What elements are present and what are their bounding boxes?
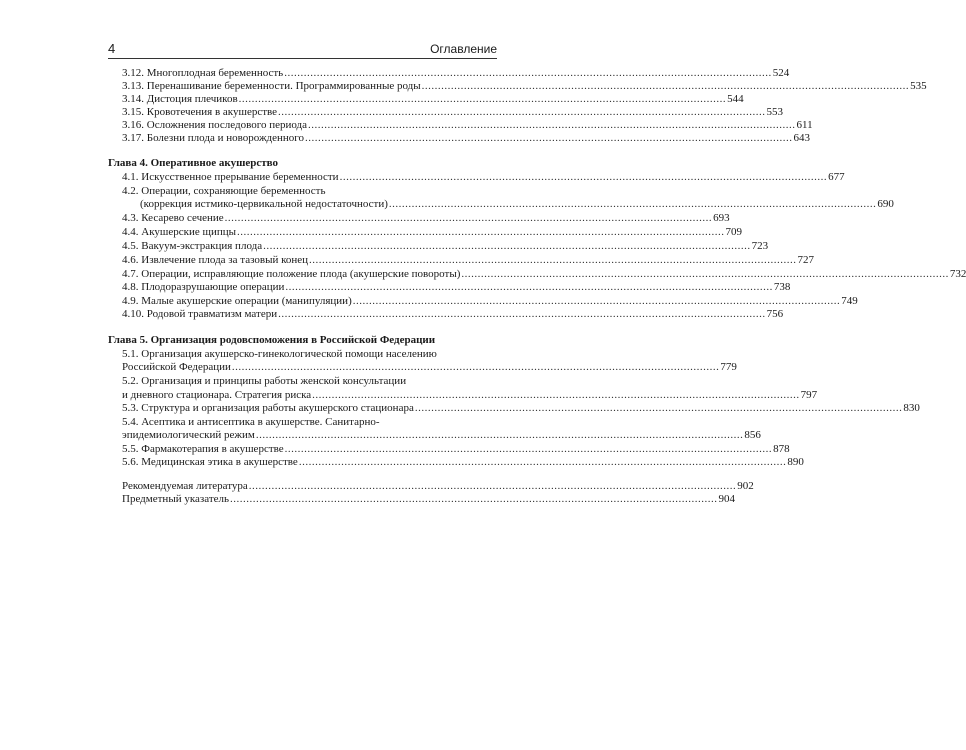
toc-entry[interactable]: 5.6. Медицинская этика в акушерстве ...................................................................................................................................................... 890 [122,456,804,468]
dot-leader: ...................................................................................................................................................... [352,295,841,307]
toc-entry[interactable]: 4.4. Акушерские щипцы ...................................................................................................................................................... 709 [122,226,743,238]
toc-entry[interactable]: 5.5. Фармакотерапия в акушерстве ...................................................................................................................................................... 878 [122,443,790,455]
toc-entry[interactable]: 4.3. Кесарево сечение ...................................................................................................................................................... 693 [122,212,730,224]
dot-leader: ...................................................................................................................................................... [421,80,910,92]
toc-entry[interactable]: 4.6. Извлечение плода за тазовый конец ...................................................................................................................................................... 727 [122,254,815,266]
dot-leader: ...................................................................................................................................................... [278,308,766,320]
toc-entry[interactable]: 4.8. Плодоразрушающие операции ...................................................................................................................................................... 738 [122,281,791,293]
dot-leader: ...................................................................................................................................................... [224,212,713,224]
toc-entry[interactable]: Российской Федерации ...................................................................................................................................................... 779 [122,361,737,373]
toc-entry[interactable]: Предметный указатель ...................................................................................................................................................... 904 [122,493,736,505]
header-rule [108,58,497,59]
toc-entry-first-line[interactable]: 5.4. Асептика и антисептика в акушерстве. Санитарно- [122,416,380,428]
dot-leader: ...................................................................................................................................................... [305,132,793,144]
dot-leader: ...................................................................................................................................................... [278,106,766,118]
dot-leader: ...................................................................................................................................................... [309,254,797,266]
toc-entry-first-line[interactable]: 4.2. Операции, сохраняющие беременность [122,185,326,197]
chapter-heading[interactable]: Глава 5. Организация родовспоможения в Российской Федерации [108,334,436,346]
chapter-heading[interactable]: Глава 4. Оперативное акушерство [108,157,279,169]
dot-leader: ...................................................................................................................................................... [255,429,744,441]
toc-entry[interactable]: 4.7. Операции, исправляющие положение плода (акушерские повороты) ...................................................................................................................................................... 732 [122,268,966,280]
toc-entry[interactable]: эпидемиологический режим ...................................................................................................................................................... 856 [122,429,761,441]
toc-entry[interactable]: 3.17. Болезни плода и новорожденного ...................................................................................................................................................... 643 [122,132,811,144]
dot-leader: ...................................................................................................................................................... [298,456,787,468]
dot-leader: ...................................................................................................................................................... [230,493,718,505]
dot-leader: ...................................................................................................................................................... [339,171,828,183]
toc-entry[interactable]: 4.9. Малые акушерские операции (манипуляции) ...................................................................................................................................................... 749 [122,295,858,307]
toc-entry[interactable]: (коррекция истмико-цервикальной недостаточности) ...................................................................................................................................................... 690 [140,198,894,210]
toc-entry[interactable]: Рекомендуемая литература ...................................................................................................................................................... 902 [122,480,754,492]
dot-leader: ...................................................................................................................................................... [388,198,877,210]
toc-entry-first-line[interactable]: 5.2. Организация и принципы работы женской консультации [122,375,407,387]
toc-entry[interactable]: 4.5. Вакуум-экстракция плода ...................................................................................................................................................... 723 [122,240,769,252]
dot-leader: ...................................................................................................................................................... [231,361,720,373]
toc-entry[interactable]: 3.15. Кровотечения в акушерстве ...................................................................................................................................................... 553 [122,106,784,118]
dot-leader: ...................................................................................................................................................... [312,389,800,401]
dot-leader: ...................................................................................................................................................... [248,480,737,492]
page-header [108,38,497,56]
toc-entry[interactable]: 3.14. Дистоция плечиков ...................................................................................................................................................... 544 [122,93,744,105]
running-title: Оглавление [430,42,497,56]
dot-leader: ...................................................................................................................................................... [238,93,727,105]
toc-entry[interactable]: и дневного стационара. Стратегия риска ...................................................................................................................................................... 797 [122,389,818,401]
toc-entry[interactable]: 4.10. Родовой травматизм матери ...................................................................................................................................................... 756 [122,308,784,320]
dot-leader: ...................................................................................................................................................... [285,281,773,293]
dot-leader: ...................................................................................................................................................... [284,443,773,455]
dot-leader: ...................................................................................................................................................... [284,67,772,79]
page-number: 4 [108,41,116,56]
dot-leader: ...................................................................................................................................................... [414,402,903,414]
toc-entry[interactable]: 4.1. Искусственное прерывание беременности ...................................................................................................................................................... 677 [122,171,845,183]
dot-leader: ...................................................................................................................................................... [237,226,725,238]
toc-entry[interactable]: 3.12. Многоплодная беременность ...................................................................................................................................................... 524 [122,67,790,79]
toc-entry[interactable]: 3.16. Осложнения последового периода ...................................................................................................................................................... 611 [122,119,813,131]
dot-leader: ...................................................................................................................................................... [461,268,949,280]
toc-entry-first-line[interactable]: 5.1. Организация акушерско-гинекологической помощи населению [122,348,437,360]
toc-entry[interactable]: 5.3. Структура и организация работы акушерского стационара ...................................................................................................................................................... 830 [122,402,920,414]
dot-leader: ...................................................................................................................................................... [263,240,751,252]
dot-leader: ...................................................................................................................................................... [308,119,796,131]
toc-entry[interactable]: 3.13. Перенашивание беременности. Программированные роды ...................................................................................................................................................... 535 [122,80,927,92]
